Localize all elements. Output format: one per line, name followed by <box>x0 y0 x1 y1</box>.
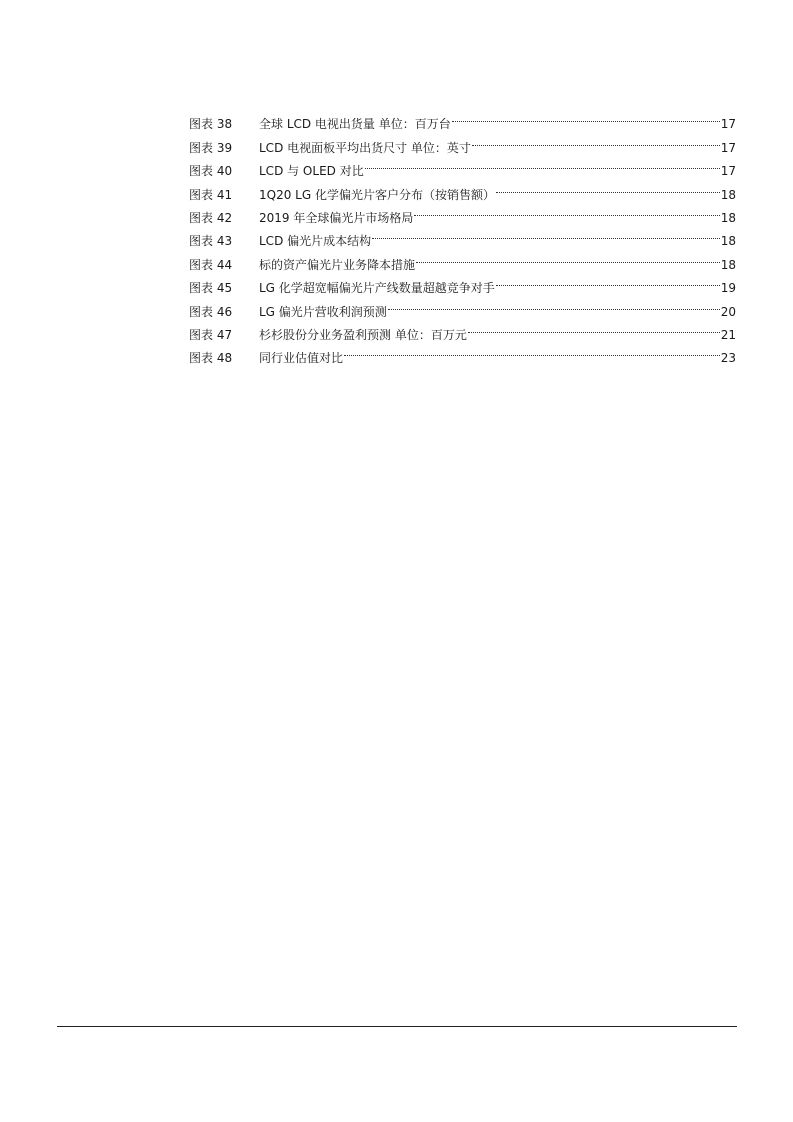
toc-entry-title: LCD 偏光片成本结构 <box>259 234 372 249</box>
toc-entry-title: 1Q20 LG 化学偏光片客户分布（按销售额） <box>259 187 495 202</box>
toc-entry-page: 18 <box>720 187 736 202</box>
dot-leader <box>344 339 720 362</box>
toc-entry-page: 23 <box>720 351 736 366</box>
toc-entry-page: 20 <box>720 304 736 319</box>
toc-entry-label: 图表 47 <box>189 327 233 342</box>
dot-leader <box>496 175 720 198</box>
toc-entry-label: 图表 42 <box>189 210 233 225</box>
toc-entry-page: 18 <box>720 234 736 249</box>
toc-entry-page: 18 <box>720 210 736 225</box>
toc-entry-38[interactable] <box>189 105 736 132</box>
dot-leader <box>416 245 720 268</box>
toc-entry-label: 图表 48 <box>189 351 233 366</box>
dot-leader <box>365 152 720 175</box>
toc-entry-title: LG 偏光片营收利润预测 <box>259 304 387 319</box>
dot-leader <box>372 222 720 245</box>
toc-entry-title: 杉杉股份分业务盈利预测 单位：百万元 <box>259 327 467 342</box>
dot-leader <box>468 316 720 339</box>
toc-entry-page: 21 <box>720 327 736 342</box>
toc-entry-page: 18 <box>720 257 736 272</box>
toc-entry-page: 17 <box>720 164 736 179</box>
toc-entry-label: 图表 43 <box>189 234 233 249</box>
toc-entry-label: 图表 39 <box>189 140 233 155</box>
toc-entry-page: 17 <box>720 117 736 132</box>
toc-entry-title: LCD 电视面板平均出货尺寸 单位：英寸 <box>259 140 471 155</box>
dot-leader <box>472 128 720 151</box>
toc-entry-title: 同行业估值对比 <box>259 351 344 366</box>
dot-leader <box>414 199 719 222</box>
toc-entry-label: 图表 40 <box>189 164 233 179</box>
toc-entry-title: 2019 年全球偏光片市场格局 <box>259 210 414 225</box>
dot-leader <box>496 269 720 292</box>
toc-entry-title: LG 化学超宽幅偏光片产线数量超越竞争对手 <box>259 281 495 296</box>
dot-leader <box>388 292 720 315</box>
dot-leader <box>452 105 720 128</box>
footer-divider <box>57 1026 737 1027</box>
toc-entry-page: 17 <box>720 140 736 155</box>
toc-entry-label: 图表 41 <box>189 187 233 202</box>
figure-list <box>189 105 736 366</box>
toc-entry-label: 图表 45 <box>189 281 233 296</box>
toc-entry-title: LCD 与 OLED 对比 <box>259 164 364 179</box>
toc-entry-title: 全球 LCD 电视出货量 单位：百万台 <box>259 117 451 132</box>
toc-entry-title: 标的资产偏光片业务降本措施 <box>259 257 416 272</box>
toc-entry-label: 图表 38 <box>189 117 233 132</box>
toc-entry-page: 19 <box>720 281 736 296</box>
toc-entry-label: 图表 44 <box>189 257 233 272</box>
toc-entry-label: 图表 46 <box>189 304 233 319</box>
